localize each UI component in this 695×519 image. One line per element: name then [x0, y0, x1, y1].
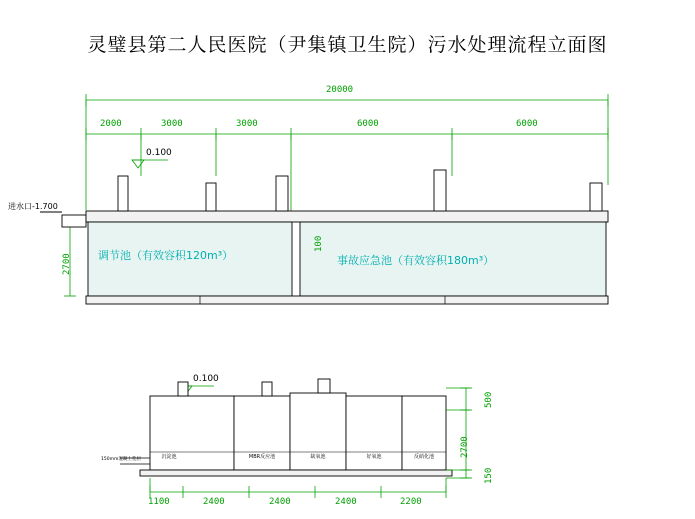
cell-label-mbr: MBR反应池 — [248, 454, 276, 460]
segment-dimension-1: 2000 — [100, 119, 122, 129]
segment-dimension-4: 6000 — [357, 119, 379, 129]
inlet-elevation-label: 进水口-1.700 — [8, 202, 58, 211]
elevation-label-lower: 0.100 — [193, 374, 219, 384]
cell-label-denitrification: 反硝化池 — [413, 454, 434, 460]
bottom-dimension-5: 2200 — [400, 497, 422, 507]
cell-label-aerobic: 好氧池 — [366, 454, 382, 460]
bottom-dimension-2: 2400 — [203, 497, 225, 507]
cell-label-anoxic: 缺氧池 — [310, 454, 326, 460]
cell-label-sedimentation: 沉淀池 — [161, 454, 177, 460]
pipe-bedding-label: 150mm混凝土垫层 — [101, 457, 141, 462]
bottom-dimension-1: 1100 — [148, 497, 170, 507]
right-dimension-500: 500 — [484, 391, 494, 408]
wall-dimension-label: 100 — [314, 235, 324, 252]
segment-dimension-3: 3000 — [236, 119, 258, 129]
segment-dimension-5: 6000 — [516, 119, 538, 129]
depth-dimension-label: 2700 — [62, 253, 72, 275]
page-title: 灵璧县第二人民医院（尹集镇卫生院）污水处理流程立面图 — [87, 34, 608, 56]
right-dimension-150: 150 — [484, 467, 494, 484]
bottom-dimension-3: 2400 — [269, 497, 291, 507]
tank-label-emergency: 事故应急池（有效容积180m³） — [337, 254, 495, 267]
overall-dimension-label: 20000 — [326, 85, 354, 95]
right-dimension-2700: 2700 — [460, 436, 470, 458]
elevation-label-upper: 0.100 — [146, 148, 172, 158]
bottom-dimension-4: 2400 — [335, 497, 357, 507]
tank-label-adjustment: 调节池（有效容积120m³） — [98, 249, 234, 262]
segment-dimension-2: 3000 — [161, 119, 183, 129]
